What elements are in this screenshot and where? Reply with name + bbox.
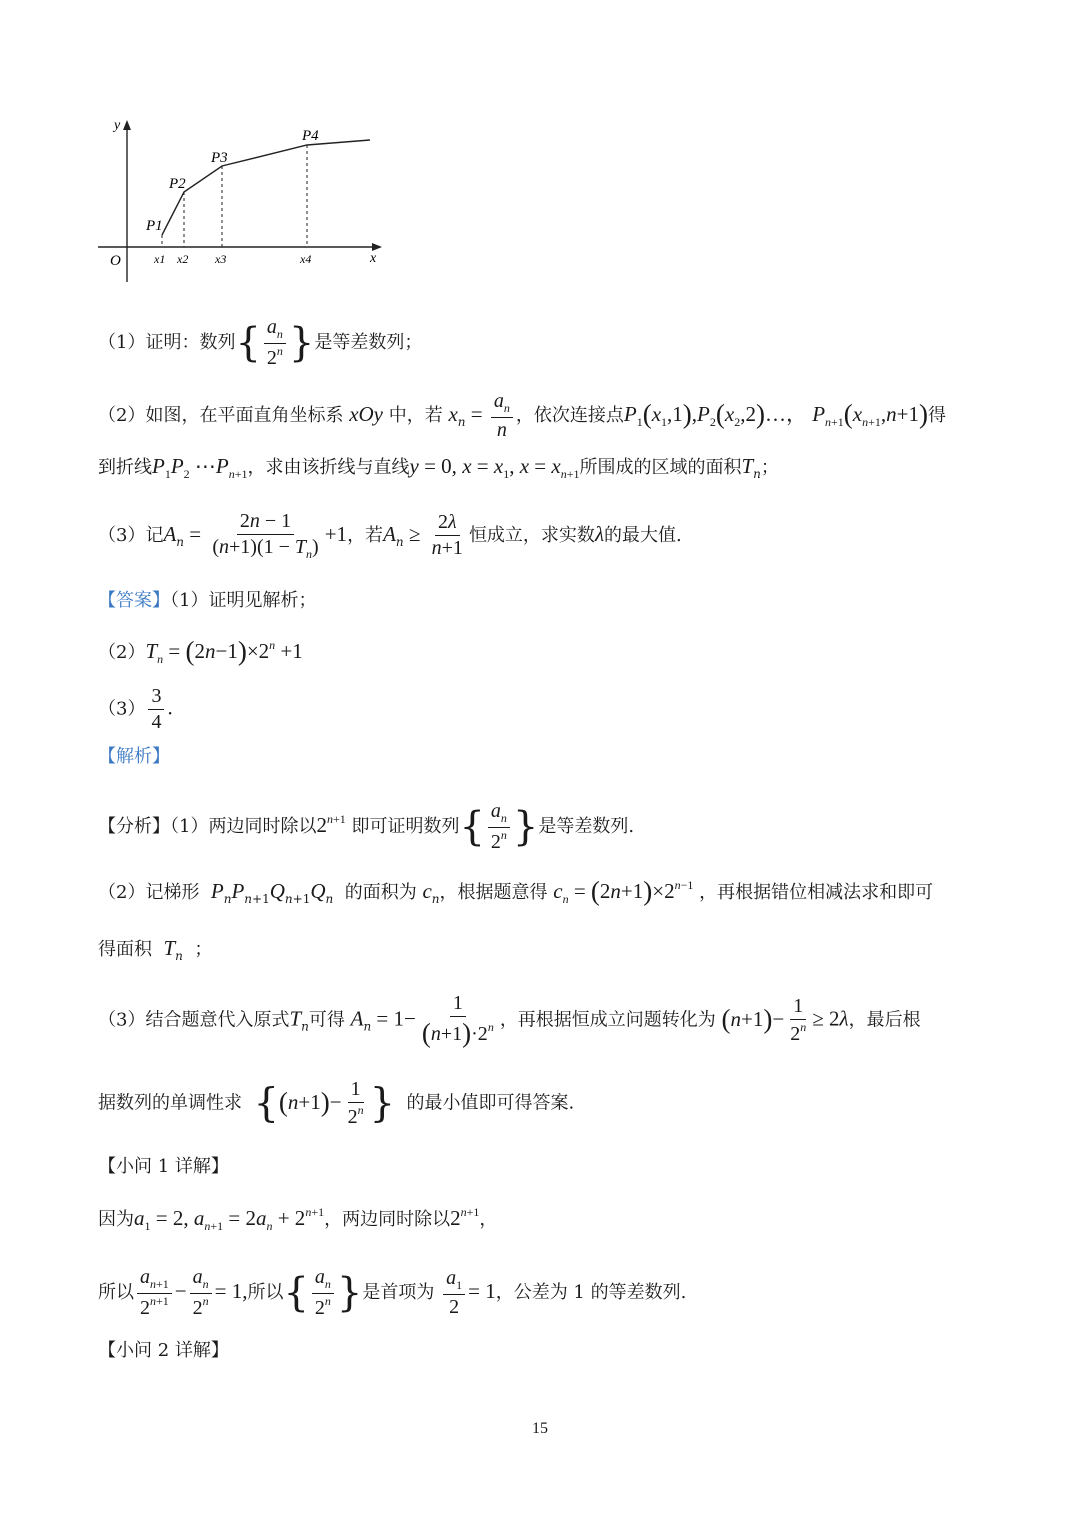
fenxi-1c: 是等差数列.	[538, 815, 635, 837]
tick-x1: x1	[154, 252, 166, 266]
fenxi-1b: 即可证明数列	[351, 815, 460, 837]
q1-label: 【小问 1 详解】	[98, 1156, 229, 1177]
problem-3: （3）记$A_n$ = $\frac{2n - 1}{(n+1)(1 - T_n)}$ +1，若$A_n$ ≥ $\frac{2\lambda}{n+1}$ 恒成立，求实数λ的最大值.	[98, 510, 682, 561]
tick-x2: x2	[177, 252, 189, 266]
fenxi-3e: 据数列的单调性求	[98, 1092, 242, 1114]
fenxi-3-cont: 据数列的单调性求 {(n+1)− $\frac{1}{2^n}$ } 的最小值即可得答案.	[98, 1078, 575, 1128]
q2-heading	[98, 1342, 229, 1360]
fenxi-3b: 可得	[308, 1009, 345, 1031]
polyline-figure	[92, 110, 392, 290]
fenxi-3d: ，最后根	[848, 1009, 921, 1031]
problem-1-suffix: 是等差数列；	[314, 331, 423, 353]
coordinate-system-name: xOy	[349, 401, 383, 426]
q1-heading	[98, 1158, 229, 1176]
problem-3-prefix: （3）记	[98, 524, 164, 546]
answer-line-3: （3） $\frac{3}{4}$ .	[98, 685, 173, 733]
point-label-p3: P3	[211, 150, 228, 166]
problem-3-mid: ，若	[347, 524, 384, 546]
q1-line-2: 所以 $\frac{a_{n+1}}{2^{n+1}}$ − $\frac{a_n}{2^n}$ = 1,所以{ $\frac{a_n}{2^n}$ }是首项为 $\frac{a_1}{2}$ = 1，公差为 1 的等差数列.	[98, 1266, 687, 1319]
tick-x4: x4	[300, 252, 312, 266]
q1-c: ，	[479, 1209, 498, 1230]
analysis-label: 【解析】	[98, 746, 170, 767]
problem-2b-mid: ，求由该折线与直线	[247, 457, 410, 478]
problem-2-line-2: 到折线$P_1P_2$ $\cdots P_{n+1}$，求由该折线与直线y = 0, $x = x_1$, $x = x_{n+1}$所围成的区域的面积$T_n$；	[98, 454, 779, 481]
point-label-p4: P4	[302, 128, 319, 144]
q1-e: 所以	[247, 1281, 284, 1303]
polyline	[162, 140, 370, 235]
fenxi-2b: 的面积为	[344, 882, 417, 903]
fenxi-2f: ；	[194, 939, 213, 960]
page-number: 15	[532, 1420, 548, 1437]
fenxi-2d: ，再根据错位相减法求和即可	[699, 882, 934, 903]
q1-line-1: 因为$a_1 = 2$, $a_{n+1} = 2a_n + 2^{n+1}$，两边同时除以$2^{n+1}$，	[98, 1205, 498, 1233]
y-label: y	[114, 118, 121, 133]
point-label-p1: P1	[146, 218, 163, 234]
problem-2b-end: 所围成的区域的面积	[579, 457, 742, 478]
problem-2-end: 得	[928, 404, 946, 426]
fenxi-1a: （1）两边同时除以	[170, 815, 317, 837]
fenxi-label: 【分析】	[98, 815, 170, 837]
fenxi-2e: 得面积	[98, 939, 152, 960]
analysis-heading	[98, 748, 170, 766]
problem-2-prefix: （2）如图，在平面直角坐标系	[98, 404, 344, 426]
y-axis-arrow	[123, 120, 131, 130]
origin-label: O	[110, 253, 121, 269]
problem-2-mid2: ，依次连接点	[515, 404, 624, 426]
coordinate-plot	[92, 110, 392, 290]
problem-2-line-1: （2）如图，在平面直角坐标系 xOy 中，若 $x_n$ = $\frac{a_n}{n}$ ，依次连接点$P_1(x_1,1),P_2(x_2,2)\dots$， $P_{n+1}(x_{n+1},n+1)$得	[98, 390, 946, 441]
problem-2b-prefix: 到折线	[98, 457, 152, 478]
fenxi-1: 【分析】（1）两边同时除以$2^{n+1}$ 即可证明数列{ $\frac{a_n}{2^n}$ }是等差数列.	[98, 800, 635, 853]
answer-line-2: $(2)T_n = (2n-1)\times 2^n +1$	[98, 636, 303, 666]
fenxi-3c: ，再根据恒成立问题转化为	[499, 1009, 716, 1031]
answer-line-1	[98, 592, 316, 610]
problem-3-end2: 的最大值.	[604, 524, 682, 546]
problem-1: （1）证明：数列{ $\frac{a_n}{2^n}$ }是等差数列；	[98, 316, 423, 369]
fenxi-3: （3）结合题意代入原式$T_n$可得 $A_n = 1-$ $\frac{1}{(n+1)\cdot 2^n}$ ，再根据恒成立问题转化为 (n+1)− $\frac{1}{2^n}$ ≥ 2λ，最后根	[98, 992, 921, 1048]
fenxi-3a: （3）结合题意代入原式	[98, 1009, 290, 1031]
answer-2-prefix: （2）	[98, 642, 146, 663]
q1-f: 是首项为	[362, 1281, 435, 1303]
x-axis-arrow	[372, 243, 382, 251]
q1-g: ，公差为 1 的等差数列.	[495, 1281, 687, 1303]
q1-b: ，两边同时除以	[324, 1209, 451, 1230]
fenxi-2: （2）记梯形 $P_nP_{n+1}Q_{n+1}Q_n$ 的面积为 $c_n$，根据题意得 $c_n = (2n+1)\times 2^{n-1}$ ，再根据错位相减法求和即可	[98, 876, 934, 906]
problem-2b-semicolon: ；	[760, 457, 779, 478]
point-label-p2: P2	[169, 176, 186, 192]
q2-label: 【小问 2 详解】	[98, 1340, 229, 1361]
problem-2-mid: 中，若	[388, 404, 443, 426]
q1-d: 所以	[98, 1281, 134, 1303]
answer-1: （1）证明见解析；	[170, 590, 317, 611]
fenxi-2a: （2）记梯形	[98, 882, 200, 903]
fenxi-2c: ，根据题意得	[439, 882, 548, 903]
q1-a: 因为	[98, 1209, 134, 1230]
answer-label: 【答案】	[98, 590, 170, 611]
problem-3-end: 恒成立，求实数	[468, 524, 595, 546]
tick-x3: x3	[215, 252, 227, 266]
fenxi-2-cont: 得面积 $T_n$ ；	[98, 936, 213, 963]
problem-1-prefix: （1）证明：数列	[98, 331, 236, 353]
answer-3-prefix: （3）	[98, 698, 146, 720]
x-label: x	[370, 251, 377, 266]
fenxi-3f: 的最小值即可得答案.	[406, 1092, 575, 1114]
